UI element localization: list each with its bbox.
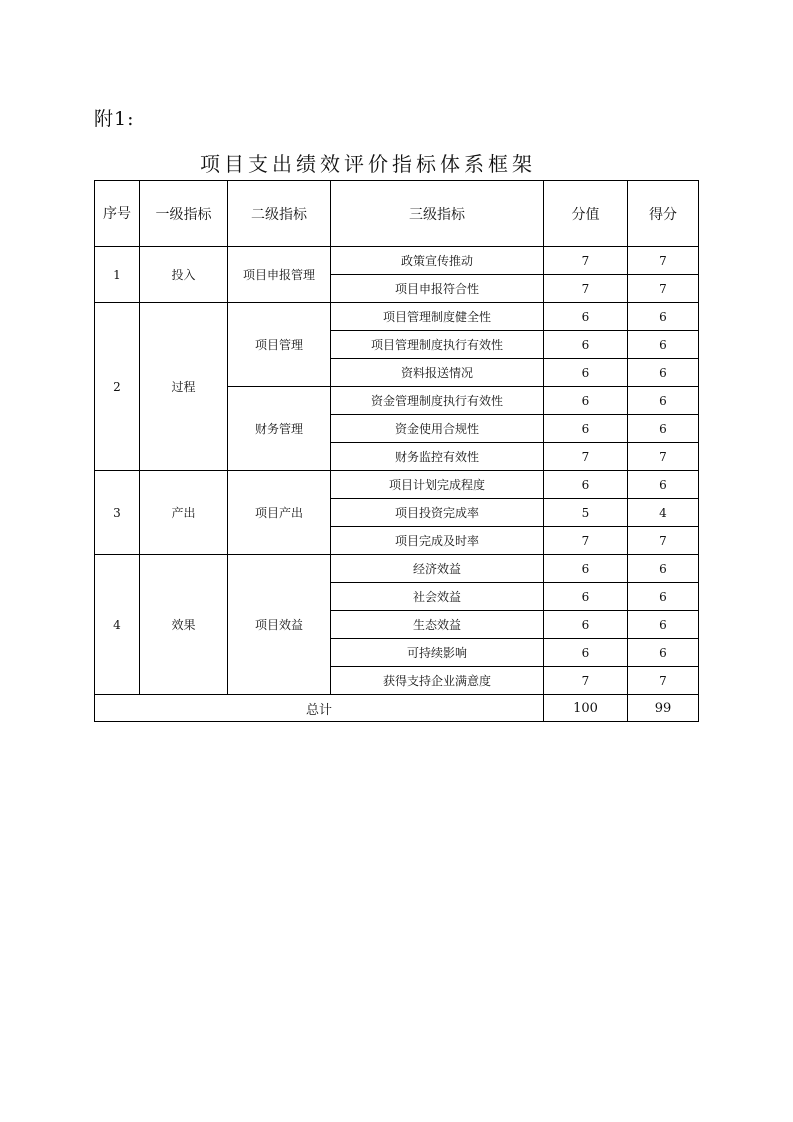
level1-cell: 投入 [140, 247, 228, 303]
attachment-label: 附1: [94, 108, 135, 130]
level2-cell: 财务管理 [228, 387, 331, 471]
score-got-cell: 7 [628, 275, 699, 303]
seq-cell: 2 [95, 303, 140, 471]
score-value-cell: 5 [544, 499, 628, 527]
level2-cell: 项目效益 [228, 555, 331, 695]
level3-cell: 项目管理制度执行有效性 [331, 331, 544, 359]
total-value: 100 [544, 695, 628, 722]
level3-cell: 项目投资完成率 [331, 499, 544, 527]
total-score: 99 [628, 695, 699, 722]
score-value-cell: 6 [544, 359, 628, 387]
header-row [95, 181, 699, 247]
header-level2: 二级指标 [228, 181, 331, 247]
score-got-cell: 7 [628, 443, 699, 471]
table-row [95, 303, 699, 331]
total-label: 总计 [95, 695, 544, 722]
score-value-cell: 7 [544, 443, 628, 471]
score-value-cell: 6 [544, 471, 628, 499]
score-got-cell: 6 [628, 471, 699, 499]
level3-cell: 生态效益 [331, 611, 544, 639]
score-value-cell: 6 [544, 415, 628, 443]
level3-cell: 财务监控有效性 [331, 443, 544, 471]
table-row [95, 471, 699, 499]
level3-cell: 获得支持企业满意度 [331, 667, 544, 695]
score-value-cell: 6 [544, 639, 628, 667]
level1-cell: 过程 [140, 303, 228, 471]
level3-cell: 项目计划完成程度 [331, 471, 544, 499]
score-value-cell: 7 [544, 247, 628, 275]
level3-cell: 社会效益 [331, 583, 544, 611]
level3-cell: 项目申报符合性 [331, 275, 544, 303]
level2-cell: 项目申报管理 [228, 247, 331, 303]
level3-cell: 可持续影响 [331, 639, 544, 667]
score-got-cell: 4 [628, 499, 699, 527]
header-score-got: 得分 [628, 181, 699, 247]
level3-cell: 经济效益 [331, 555, 544, 583]
score-value-cell: 6 [544, 583, 628, 611]
document-title: 项目支出绩效评价指标体系框架 [200, 152, 536, 176]
level3-cell: 政策宣传推动 [331, 247, 544, 275]
level3-cell: 资料报送情况 [331, 359, 544, 387]
score-got-cell: 7 [628, 247, 699, 275]
score-got-cell: 6 [628, 555, 699, 583]
level1-cell: 效果 [140, 555, 228, 695]
score-got-cell: 6 [628, 359, 699, 387]
score-got-cell: 7 [628, 527, 699, 555]
score-got-cell: 6 [628, 331, 699, 359]
score-value-cell: 6 [544, 331, 628, 359]
score-got-cell: 6 [628, 639, 699, 667]
level2-cell: 项目管理 [228, 303, 331, 387]
score-value-cell: 6 [544, 611, 628, 639]
level3-cell: 资金管理制度执行有效性 [331, 387, 544, 415]
level2-cell: 项目产出 [228, 471, 331, 555]
table-row [95, 247, 699, 275]
score-value-cell: 7 [544, 275, 628, 303]
level3-cell: 项目完成及时率 [331, 527, 544, 555]
score-value-cell: 6 [544, 303, 628, 331]
table-body [95, 247, 699, 695]
score-value-cell: 7 [544, 527, 628, 555]
score-got-cell: 6 [628, 415, 699, 443]
header-seq: 序号 [95, 181, 140, 247]
header-level1: 一级指标 [140, 181, 228, 247]
header-level3: 三级指标 [331, 181, 544, 247]
score-got-cell: 7 [628, 667, 699, 695]
indicator-table [94, 180, 699, 722]
seq-cell: 1 [95, 247, 140, 303]
score-got-cell: 6 [628, 387, 699, 415]
score-got-cell: 6 [628, 611, 699, 639]
score-value-cell: 7 [544, 667, 628, 695]
header-score-value: 分值 [544, 181, 628, 247]
seq-cell: 3 [95, 471, 140, 555]
seq-cell: 4 [95, 555, 140, 695]
level1-cell: 产出 [140, 471, 228, 555]
score-value-cell: 6 [544, 555, 628, 583]
total-row [95, 695, 699, 722]
score-got-cell: 6 [628, 303, 699, 331]
level3-cell: 项目管理制度健全性 [331, 303, 544, 331]
level3-cell: 资金使用合规性 [331, 415, 544, 443]
score-got-cell: 6 [628, 583, 699, 611]
table-row [95, 555, 699, 583]
score-value-cell: 6 [544, 387, 628, 415]
